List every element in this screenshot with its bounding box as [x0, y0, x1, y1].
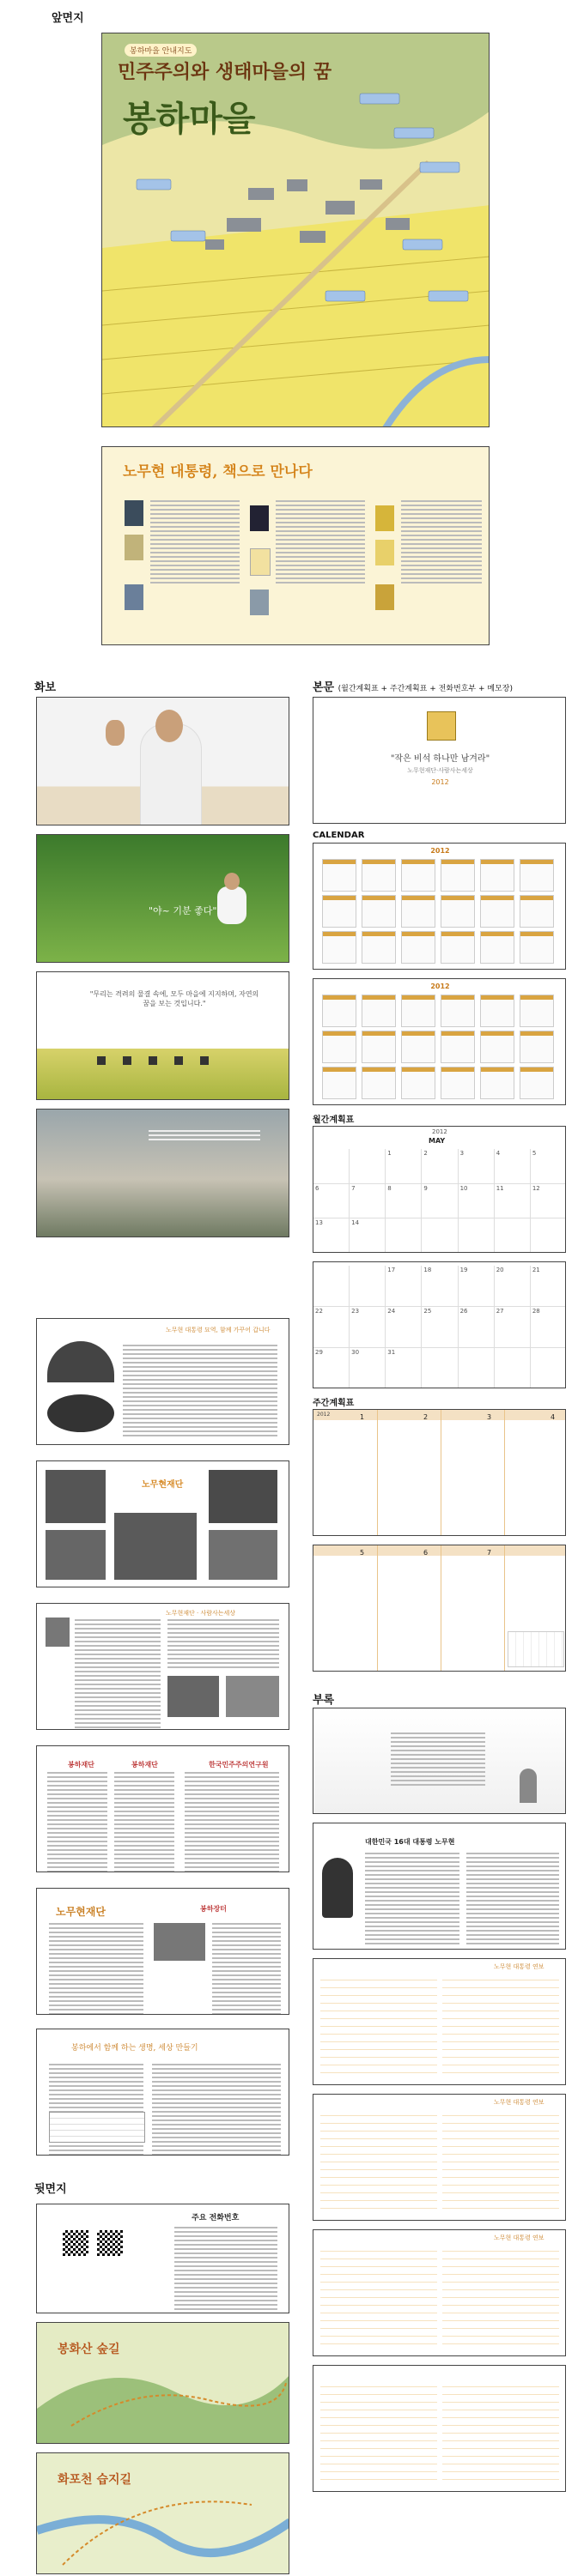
- monthly-day-cell: 8: [386, 1184, 422, 1219]
- monthly-day-cell: 20: [495, 1266, 531, 1307]
- body-note: (월간계획표 + 주간계획표 + 전화번호부 + 메모장): [338, 685, 513, 693]
- photo-landscape: [36, 1109, 289, 1237]
- photo-page-9: [36, 1888, 289, 2015]
- weekly-mini-calendar: [508, 1631, 564, 1667]
- weekly-day-1: 1: [360, 1413, 365, 1421]
- monthly-day-cell: 30: [350, 1348, 386, 1388]
- calendar-month: [441, 1067, 475, 1099]
- calendar-month: [480, 995, 514, 1027]
- monthly-day-cell: [350, 1149, 386, 1184]
- calendar-month: [322, 931, 356, 964]
- calendar-month: [441, 895, 475, 928]
- monthly-day-cell: 21: [531, 1266, 566, 1307]
- appendix-3-title: 노무현 대통령 연보: [494, 1963, 544, 1970]
- back-map-hwapocheon: [36, 2452, 289, 2574]
- calendar-month: [520, 931, 554, 964]
- appendix-page-3: [313, 1958, 566, 2085]
- monthly-day-cell: 9: [422, 1184, 458, 1219]
- weekly-year: 2012: [317, 1412, 331, 1418]
- page8-c: 한국민주주의연구원: [209, 1761, 269, 1769]
- calendar-month: [480, 931, 514, 964]
- monthly-day-cell: 6: [313, 1184, 350, 1219]
- monthly-day-cell: [495, 1218, 531, 1253]
- photo-page-7: [36, 1603, 289, 1730]
- monthly-year: 2012: [432, 1128, 447, 1135]
- book-description: [276, 500, 365, 586]
- calendar-month: [441, 859, 475, 892]
- calendar-month: [441, 1031, 475, 1063]
- monthly-day-cell: 28: [531, 1307, 566, 1348]
- calendar-page-2: [313, 978, 566, 1105]
- weekly-day-6: 6: [423, 1549, 429, 1557]
- calendar-year-2: 2012: [430, 983, 450, 990]
- monthly-day-cell: 29: [313, 1348, 350, 1388]
- back-map-bonghwasan: [36, 2322, 289, 2444]
- monthly-day-cell: 3: [459, 1149, 495, 1184]
- weekly-day-5: 5: [360, 1549, 365, 1557]
- cover-big-title: 봉하마을: [123, 99, 256, 139]
- monthly-day-cell: [495, 1348, 531, 1388]
- book-cover: [125, 500, 143, 526]
- intro-headline: 노무현 대통령, 책으로 만나다: [123, 463, 313, 481]
- calendar-month: [322, 859, 356, 892]
- page8-b: 봉하재단: [131, 1761, 158, 1769]
- weekly-plan-page-1: [313, 1409, 566, 1536]
- book-cover: [250, 590, 269, 615]
- appendix-4-title: 노무현 대통령 연보: [494, 2099, 544, 2106]
- calendar-month: [480, 1067, 514, 1099]
- calendar-month: [362, 1031, 396, 1063]
- body-cover-page: [313, 697, 566, 824]
- monthly-day-cell: 24: [386, 1307, 422, 1348]
- monthly-day-cell: [422, 1218, 458, 1253]
- weekly-day-3: 3: [487, 1413, 492, 1421]
- calendar-month: [322, 995, 356, 1027]
- book-cover: [375, 584, 394, 610]
- monthly-day-cell: 13: [313, 1218, 350, 1253]
- book-cover: [125, 584, 143, 610]
- body-cover-quote: "작은 비석 하나만 남겨라": [390, 754, 490, 764]
- weekly-day-2: 2: [423, 1413, 429, 1421]
- monthly-day-cell: [531, 1218, 566, 1253]
- monthly-day-cell: 14: [350, 1218, 386, 1253]
- page9-logo: 노무현재단: [56, 1906, 106, 1918]
- monthly-day-cell: 11: [495, 1184, 531, 1219]
- book-description: [401, 500, 482, 586]
- calendar-month: [322, 895, 356, 928]
- calendar-month: [322, 1067, 356, 1099]
- monthly-day-cell: 12: [531, 1184, 566, 1219]
- calendar-year-1: 2012: [430, 847, 450, 855]
- photo-waving: [36, 697, 289, 825]
- section-appendix: 부록: [313, 1694, 335, 1707]
- calendar-month: [401, 895, 435, 928]
- monthly-day-cell: 31: [386, 1348, 422, 1388]
- book-description: [150, 500, 240, 586]
- photo-page-8: [36, 1745, 289, 1872]
- monthly-day-cell: 2: [422, 1149, 458, 1184]
- appendix-page-5: [313, 2229, 566, 2356]
- section-monthly: 월간계획표: [313, 1116, 355, 1125]
- monthly-day-cell: 17: [386, 1266, 422, 1307]
- back-phone-list: [36, 2204, 289, 2313]
- back-map-title-1: 봉화산 숲길: [58, 2343, 120, 2356]
- monthly-day-cell: 5: [531, 1149, 566, 1184]
- page8-a: 봉하재단: [68, 1761, 94, 1769]
- book-cover: [375, 540, 394, 565]
- section-body: [313, 678, 513, 694]
- calendar-month: [401, 1067, 435, 1099]
- monthly-month: MAY: [429, 1137, 446, 1145]
- calendar-month: [322, 1031, 356, 1063]
- section-calendar: CALENDAR: [313, 831, 365, 840]
- book-cover: [250, 548, 271, 576]
- photo-page-10: [36, 2029, 289, 2156]
- book-cover: [375, 505, 394, 531]
- calendar-month: [362, 895, 396, 928]
- calendar-month: [362, 1067, 396, 1099]
- book-cover: [250, 505, 269, 531]
- calendar-month: [401, 931, 435, 964]
- calendar-month: [362, 995, 396, 1027]
- calendar-month: [441, 931, 475, 964]
- monthly-day-cell: 22: [313, 1307, 350, 1348]
- body-cover-sub: 노무현재단·사람사는세상: [407, 767, 473, 774]
- calendar-month: [480, 859, 514, 892]
- calendar-month: [520, 895, 554, 928]
- calendar-month: [520, 859, 554, 892]
- monthly-day-cell: [422, 1348, 458, 1388]
- section-weekly: 주간계획표: [313, 1399, 355, 1408]
- calendar-month: [520, 1031, 554, 1063]
- monthly-day-cell: [350, 1266, 386, 1307]
- page6-title: 노무현재단: [142, 1480, 184, 1490]
- intro-books-panel: [101, 446, 490, 645]
- monthly-day-cell: 25: [422, 1307, 458, 1348]
- book-cover: [125, 535, 143, 560]
- calendar-month: [441, 995, 475, 1027]
- back-phone-title: 주요 전화번호: [192, 2214, 240, 2222]
- calendar-month: [480, 895, 514, 928]
- monthly-day-cell: [459, 1348, 495, 1388]
- monthly-day-cell: [313, 1266, 350, 1307]
- back-map-title-2: 화포천 습지길: [58, 2473, 132, 2487]
- photo-page-5: [36, 1318, 289, 1445]
- cover-title: 민주주의와 생태마을의 꿈: [118, 61, 332, 83]
- body-cover-logo: [427, 711, 456, 741]
- page10-head: 봉하에서 함께 하는 생명, 세상 만들기: [71, 2044, 198, 2053]
- monthly-day-cell: 4: [495, 1149, 531, 1184]
- monthly-day-cell: 27: [495, 1307, 531, 1348]
- monthly-day-cell: [531, 1348, 566, 1388]
- calendar-month: [401, 1031, 435, 1063]
- monthly-plan-page-2: [313, 1261, 566, 1388]
- monthly-day-cell: [313, 1149, 350, 1184]
- photo-quote-2: "무리는 격려의 물결 속에, 모두 마을에 지지하며, 자연의 꿈을 보는 것입니다.": [89, 990, 259, 1007]
- calendar-month: [362, 859, 396, 892]
- monthly-day-cell: 26: [459, 1307, 495, 1348]
- monthly-day-cell: [459, 1218, 495, 1253]
- appendix-page-2: [313, 1823, 566, 1950]
- photo-field: [36, 834, 289, 963]
- calendar-month: [401, 859, 435, 892]
- weekly-plan-page-2: [313, 1545, 566, 1672]
- monthly-day-cell: 1: [386, 1149, 422, 1184]
- calendar-month: [362, 931, 396, 964]
- section-back-endpaper: 뒷면지: [34, 2183, 67, 2196]
- cover-map: [101, 33, 490, 427]
- calendar-month: [520, 1067, 554, 1099]
- monthly-day-cell: 23: [350, 1307, 386, 1348]
- appendix-5-title: 노무현 대통령 연보: [494, 2234, 544, 2241]
- monthly-plan-page-1: [313, 1126, 566, 1253]
- body-label: 본문: [313, 681, 335, 694]
- cover-small-title: 봉하마을 안내지도: [125, 44, 197, 57]
- calendar-month: [520, 995, 554, 1027]
- weekly-day-7: 7: [487, 1549, 492, 1557]
- page9-b: 봉하장터: [200, 1905, 227, 1913]
- monthly-day-cell: 18: [422, 1266, 458, 1307]
- appendix-page-1: [313, 1708, 566, 1814]
- photo-page-6: [36, 1460, 289, 1587]
- calendar-month: [480, 1031, 514, 1063]
- appendix-page-6: [313, 2365, 566, 2492]
- monthly-day-cell: 7: [350, 1184, 386, 1219]
- section-front-endpaper: 앞면지: [52, 12, 84, 25]
- page5-title: 노무현 대통령 묘역, 함께 가꾸어 갑니다: [166, 1327, 271, 1333]
- section-photos: 화보: [34, 681, 57, 694]
- body-cover-year: 2012: [431, 778, 449, 786]
- weekly-day-4: 4: [551, 1413, 556, 1421]
- photo-bikes: [36, 971, 289, 1100]
- photo-quote-1: "야~ 기분 좋다": [149, 905, 217, 916]
- appendix-page-4: [313, 2094, 566, 2221]
- calendar-page-1: [313, 843, 566, 970]
- monthly-day-cell: [386, 1218, 422, 1253]
- calendar-month: [401, 995, 435, 1027]
- monthly-day-cell: 10: [459, 1184, 495, 1219]
- monthly-day-cell: 19: [459, 1266, 495, 1307]
- page7-title: 노무현재단 · 사람사는세상: [166, 1610, 236, 1617]
- appendix-2-title: 대한민국 16대 대통령 노무현: [365, 1838, 455, 1846]
